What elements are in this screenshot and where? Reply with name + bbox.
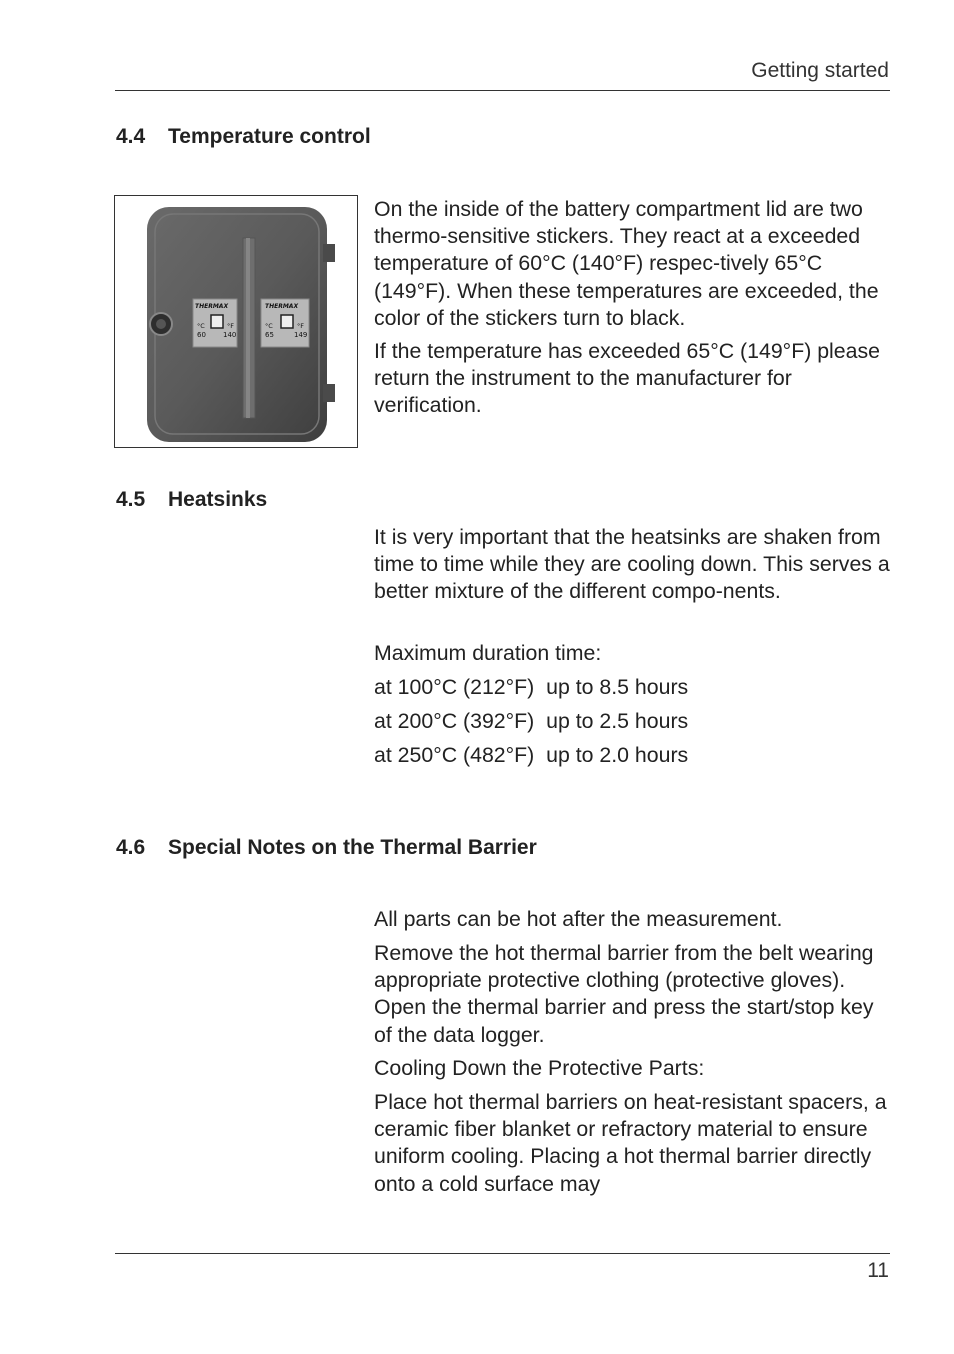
section-number: 4.6 bbox=[116, 836, 146, 859]
page-number: 11 bbox=[867, 1259, 889, 1282]
sticker-unit-c: °C bbox=[265, 322, 273, 330]
paragraph: On the inside of the battery compartment lid are two thermo-sensitive stickers. They react at a exceeded temperature of 60°C (140°F) respec-tively 65°C (149°F). When these temperatures are exceeded, the color of the stickers turn to black. bbox=[374, 197, 879, 330]
footer-rule bbox=[115, 1253, 890, 1254]
section-heading-4-5 bbox=[116, 488, 267, 512]
paragraph: It is very important that the heatsinks are shaken from time to time while they are cooling down. This serves a better mixture of the different compo-nents. bbox=[374, 525, 890, 604]
paragraph: If the temperature has exceeded 65°C (149°F) please return the instrument to the manufacturer for verification. bbox=[374, 339, 880, 418]
section-heading-4-4 bbox=[116, 125, 371, 149]
sticker-2 bbox=[261, 299, 309, 347]
section-heading-4-6 bbox=[116, 836, 537, 860]
section-title: Temperature control bbox=[168, 125, 371, 148]
duration-row: at 100°C (212°F) up to 8.5 hours bbox=[374, 675, 689, 699]
sticker-unit-f: °F bbox=[227, 322, 234, 330]
sticker-value-c: 65 bbox=[265, 331, 274, 339]
battery-lid-photo bbox=[114, 195, 358, 448]
sticker-unit-f: °F bbox=[297, 322, 304, 330]
duration-row: at 200°C (392°F) up to 2.5 hours bbox=[374, 709, 689, 733]
battery-lid-illustration bbox=[115, 196, 359, 449]
sticker-brand: THERMAX bbox=[195, 303, 229, 310]
paragraph: All parts can be hot after the measurement. bbox=[374, 907, 783, 931]
section-title: Special Notes on the Thermal Barrier bbox=[168, 836, 537, 859]
paragraph: Place hot thermal barriers on heat-resistant spacers, a ceramic fiber blanket or refractory material to ensure uniform cooling. Placing a hot thermal barrier directly onto a cold surface may bbox=[374, 1090, 887, 1196]
paragraph: Maximum duration time: bbox=[374, 641, 602, 665]
running-header: Getting started bbox=[751, 59, 889, 82]
sticker-brand: THERMAX bbox=[265, 303, 299, 310]
duration-row: at 250°C (482°F) up to 2.0 hours bbox=[374, 743, 689, 767]
header-rule bbox=[115, 90, 890, 91]
section-number: 4.4 bbox=[116, 125, 146, 148]
sticker-unit-c: °C bbox=[197, 322, 205, 330]
sticker-value-c: 60 bbox=[197, 331, 206, 339]
section-title: Heatsinks bbox=[168, 488, 268, 511]
sticker-value-f: 149 bbox=[294, 331, 308, 339]
paragraph: Remove the hot thermal barrier from the belt wearing appropriate protective clothing (protective gloves). Open the thermal barrier and press the start/stop key of the data logger. bbox=[374, 941, 874, 1047]
paragraph: Cooling Down the Protective Parts: bbox=[374, 1056, 705, 1080]
sticker-value-f: 140 bbox=[223, 331, 237, 339]
sticker-1 bbox=[193, 299, 237, 347]
section-number: 4.5 bbox=[116, 488, 146, 511]
